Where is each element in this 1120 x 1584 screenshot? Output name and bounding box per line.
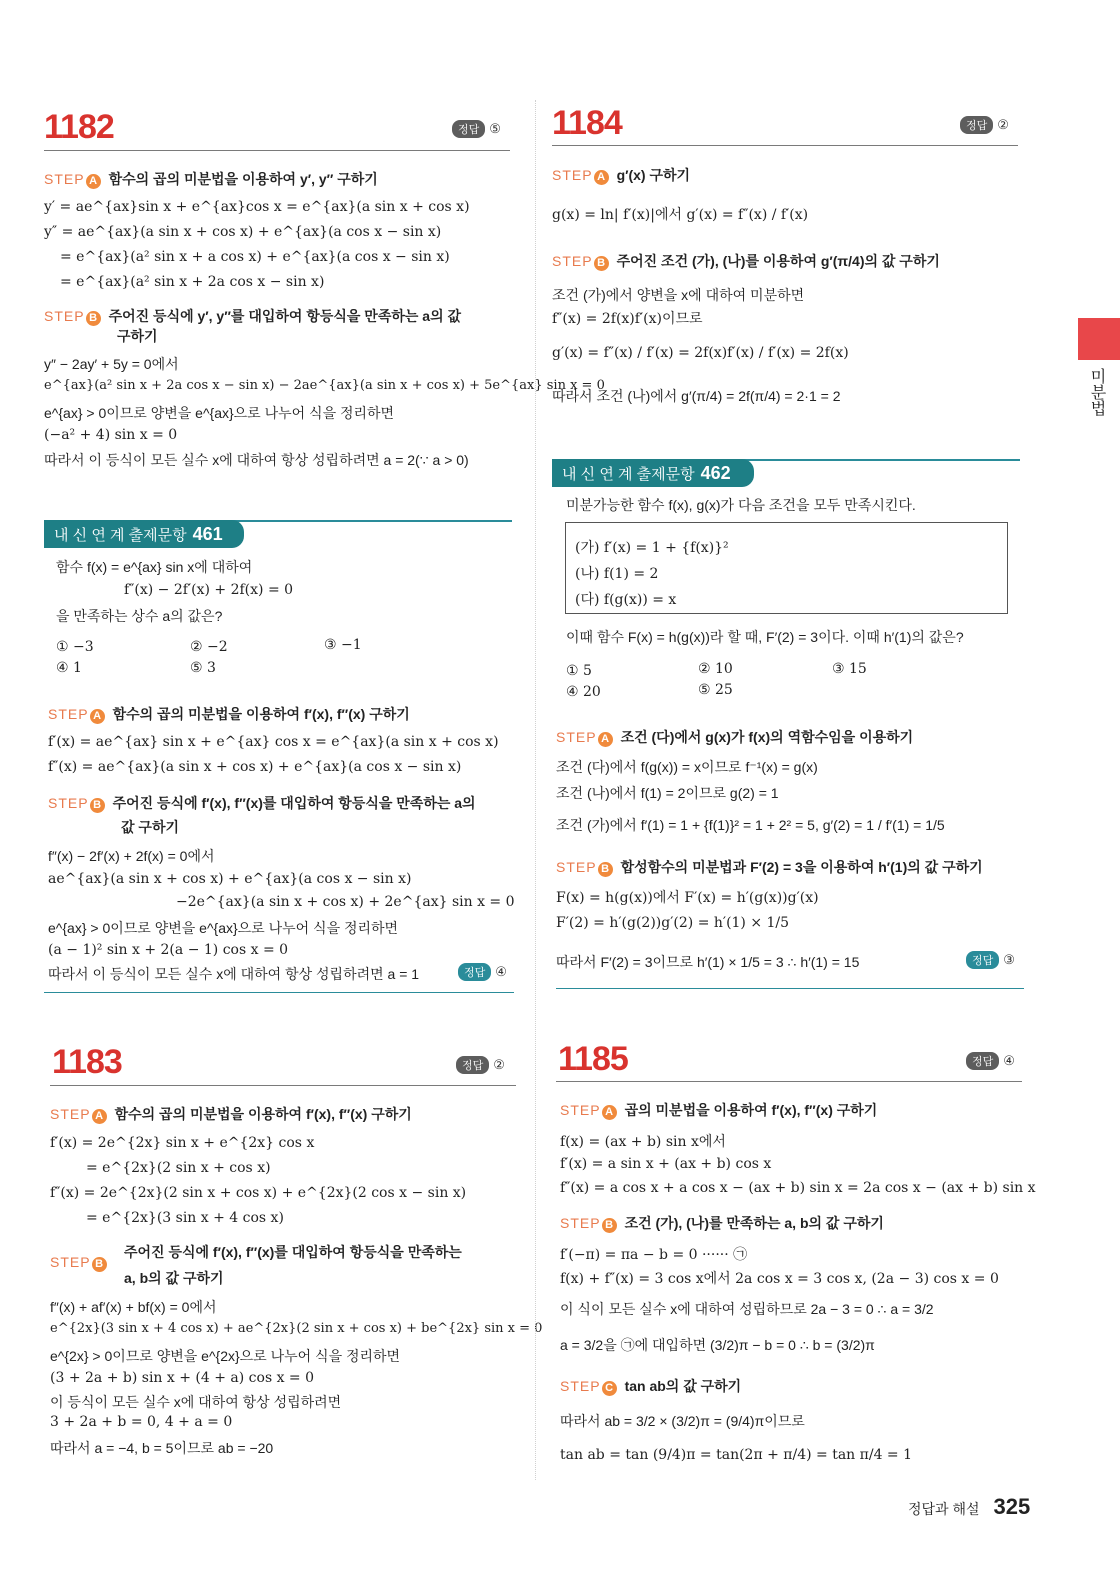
step-b-1184 [552, 251, 940, 271]
solution-line: f″(x) = ae^{ax}(a sin x + cos x) + e^{ax}(a cos x − sin x) [48, 759, 462, 775]
solution-line: −2e^{ax}(a sin x + cos x) + 2e^{ax} sin x = 0 [176, 894, 515, 910]
step-label: STEP [48, 795, 89, 811]
solution-line: a = 3/2을 ㉠에 대입하면 (3/2)π − b = 0 ∴ b = (3/2)π [560, 1337, 875, 1353]
solution-line: 따라서 이 등식이 모든 실수 x에 대하여 항상 성립하려면 a = 2(∵ a > 0) [44, 452, 469, 468]
column-divider [535, 100, 536, 1480]
step-title: a, b의 값 구하기 [124, 1270, 224, 1286]
solution-line: 이 식이 모든 실수 x에 대하여 성립하므로 2a − 3 = 0 ∴ a = 3/2 [560, 1301, 934, 1317]
problem-number-1185: 1185 [558, 1040, 628, 1078]
step-badge: A [90, 709, 105, 724]
step-a-461 [48, 704, 410, 724]
solution-line: f(x) = (ax + b) sin x에서 [560, 1134, 726, 1150]
section-tab [1078, 318, 1120, 360]
banner-label: 내 신 연 계 출제문항 [54, 527, 187, 544]
answer-value: ⑤ [489, 121, 501, 136]
solution-line: f′(x) = a sin x + (ax + b) cos x [560, 1156, 772, 1172]
step-b-1182-cont [117, 326, 158, 346]
step-label: STEP [44, 171, 85, 187]
solution-line: g(x) = ln| f′(x)|에서 g′(x) = f″(x) / f′(x) [552, 207, 809, 223]
solution-line: 이 등식이 모든 실수 x에 대하여 항상 성립하려면 [50, 1394, 342, 1410]
solution-line: ae^{ax}(a sin x + cos x) + e^{ax}(a cos x − sin x) [48, 871, 412, 887]
answer-461 [458, 963, 507, 981]
step-title: 함수의 곱의 미분법을 이용하여 f′(x), f″(x) 구하기 [114, 1106, 412, 1122]
question-line: f″(x) − 2f′(x) + 2f(x) = 0 [124, 582, 294, 598]
solution-line: 따라서 F′(2) = 3이므로 h′(1) × 1/5 = 3 ∴ h′(1) = 15 [556, 954, 860, 970]
answer-value: ④ [1003, 1053, 1015, 1068]
question-line: 을 만족하는 상수 a의 값은? [56, 608, 223, 624]
divider [552, 145, 1018, 146]
step-badge: B [90, 798, 105, 813]
solution-line: e^{2x}(3 sin x + 4 cos x) + ae^{2x}(2 sin x + cos x) + be^{2x} sin x = 0 [50, 1321, 543, 1336]
step-badge: B [92, 1257, 107, 1272]
choice: ① −3 [56, 639, 94, 655]
solution-line: f″(x) = 2e^{2x}(2 sin x + cos x) + e^{2x}(2 cos x − sin x) [50, 1185, 467, 1201]
step-b-1185 [560, 1213, 884, 1233]
step-label: STEP [552, 167, 593, 183]
solution-line: e^{2x} > 0이므로 양변을 e^{2x}으로 나누어 식을 정리하면 [50, 1348, 401, 1364]
answer-1184 [960, 116, 1009, 134]
choice: ③ −1 [324, 637, 362, 653]
divider [556, 1081, 1022, 1082]
problem-number-1184: 1184 [552, 104, 622, 142]
solution-line: F(x) = h(g(x))에서 F′(x) = h′(g(x))g′(x) [556, 890, 819, 906]
step-badge: C [602, 1381, 617, 1396]
step-label: STEP [552, 253, 593, 269]
solution-line: f(x) + f″(x) = 3 cos x에서 2a cos x = 3 cos x, (2a − 3) cos x = 0 [560, 1271, 999, 1287]
step-label: STEP [556, 729, 597, 745]
banner-label: 내 신 연 계 출제문항 [562, 466, 695, 483]
answer-1185 [966, 1052, 1015, 1070]
step-badge: B [602, 1218, 617, 1233]
banner-number: 462 [700, 463, 731, 483]
solution-line: = e^{ax}(a² sin x + 2a cos x − sin x) [60, 274, 325, 290]
solution-line: 따라서 ab = 3/2 × (3/2)π = (9/4)π이므로 [560, 1413, 805, 1429]
solution-line: f′(−π) = πa − b = 0 ······ ㉠ [560, 1247, 748, 1263]
solution-line: F′(2) = h′(g(2))g′(2) = h′(1) × 1/5 [556, 915, 790, 931]
solution-line: f″(x) = 2f(x)f′(x)이므로 [552, 311, 703, 327]
answer-label: 정답 [452, 120, 485, 138]
banner-462 [552, 459, 754, 487]
step-title: 주어진 등식에 f′(x), f″(x)를 대입하여 항등식을 만족하는 [124, 1244, 462, 1260]
answer-1182 [452, 120, 501, 138]
step-b-1183 [50, 1254, 115, 1272]
problem-number-1182: 1182 [44, 108, 114, 146]
step-badge: B [598, 862, 613, 877]
solution-line: f′(x) = 2e^{2x} sin x + e^{2x} cos x [50, 1135, 315, 1151]
footer-label: 정답과 해설 [908, 1501, 980, 1517]
step-title: 곱의 미분법을 이용하여 f′(x), f″(x) 구하기 [624, 1102, 878, 1118]
step-b-1183-title [124, 1242, 462, 1262]
answer-label: 정답 [456, 1056, 489, 1074]
answer-label: 정답 [966, 1052, 999, 1070]
step-b-462 [556, 857, 983, 877]
solution-line: = e^{2x}(3 sin x + 4 cos x) [86, 1210, 284, 1226]
choice: ② 10 [698, 661, 733, 677]
step-title: 함수의 곱의 미분법을 이용하여 y′, y″ 구하기 [108, 171, 378, 187]
condition: (다) f(g(x)) = x [575, 592, 677, 608]
step-badge: A [92, 1109, 107, 1124]
step-title: 값 구하기 [121, 819, 179, 835]
step-label: STEP [560, 1215, 601, 1231]
page-number: 325 [993, 1494, 1031, 1519]
step-title: 구하기 [117, 328, 158, 344]
condition: (가) f′(x) = 1 + {f(x)}² [575, 540, 729, 556]
solution-line: y″ = ae^{ax}(a sin x + cos x) + e^{ax}(a cos x − sin x) [44, 224, 442, 240]
solution-line: f″(x) − 2f′(x) + 2f(x) = 0에서 [48, 848, 215, 864]
choice: ⑤ 25 [698, 682, 733, 698]
answer-value: ② [997, 117, 1009, 132]
step-label: STEP [50, 1106, 91, 1122]
condition: (나) f(1) = 2 [575, 566, 659, 582]
choice: ④ 1 [56, 660, 82, 676]
step-badge: A [602, 1105, 617, 1120]
step-title: 조건 (가), (나)를 만족하는 a, b의 값 구하기 [624, 1215, 884, 1231]
solution-line: 따라서 이 등식이 모든 실수 x에 대하여 항상 성립하려면 a = 1 [48, 966, 420, 982]
answer-value: ② [493, 1057, 505, 1072]
step-badge: A [86, 174, 101, 189]
step-title: 주어진 등식에 f′(x), f″(x)를 대입하여 항등식을 만족하는 a의 [112, 795, 476, 811]
answer-value: ④ [495, 964, 507, 979]
solution-line: g′(x) = f″(x) / f′(x) = 2f(x)f′(x) / f′(x) = 2f(x) [552, 345, 849, 361]
footer [908, 1494, 1030, 1520]
question-line: 미분가능한 함수 f(x), g(x)가 다음 조건을 모두 만족시킨다. [566, 497, 916, 513]
step-title: g′(x) 구하기 [616, 167, 691, 183]
step-badge: A [598, 732, 613, 747]
step-title: 주어진 조건 (가), (나)를 이용하여 g′(π/4)의 값 구하기 [616, 253, 940, 269]
choice: ② −2 [190, 639, 228, 655]
solution-line: e^{ax}(a² sin x + 2a cos x − sin x) − 2ae^{ax}(a sin x + cos x) + 5e^{ax} sin x = 0 [44, 378, 605, 393]
solution-line: 따라서 조건 (나)에서 g′(π/4) = 2f(π/4) = 2·1 = 2 [552, 388, 841, 404]
step-title: 조건 (다)에서 g(x)가 f(x)의 역함수임을 이용하기 [620, 729, 914, 745]
banner-461 [44, 520, 244, 548]
question-line: 이때 함수 F(x) = h(g(x))라 할 때, F′(2) = 3이다. 이때 h′(1)의 값은? [566, 629, 964, 645]
banner-number: 461 [192, 524, 223, 544]
step-label: STEP [44, 308, 85, 324]
step-label: STEP [560, 1378, 601, 1394]
step-a-462 [556, 727, 913, 747]
solution-line: 3 + 2a + b = 0, 4 + a = 0 [50, 1414, 233, 1430]
step-label: STEP [560, 1102, 601, 1118]
divider [44, 150, 510, 151]
answer-label: 정답 [960, 116, 993, 134]
answer-462 [966, 951, 1015, 969]
solution-line: (3 + 2a + b) sin x + (4 + a) cos x = 0 [50, 1370, 315, 1386]
answer-value: ③ [1003, 952, 1015, 967]
solution-line: y′ = ae^{ax}sin x + e^{ax}cos x = e^{ax}(a sin x + cos x) [44, 199, 470, 215]
solution-line: = e^{ax}(a² sin x + a cos x) + e^{ax}(a cos x − sin x) [60, 249, 450, 265]
step-b-1182 [44, 306, 461, 326]
question-line: 함수 f(x) = e^{ax} sin x에 대하여 [56, 559, 253, 575]
solution-line: 조건 (가)에서 양변을 x에 대하여 미분하면 [552, 287, 805, 303]
step-b-461 [48, 793, 476, 813]
step-title: tan ab의 값 구하기 [624, 1378, 742, 1394]
answer-label: 정답 [458, 963, 491, 981]
solution-line: e^{ax} > 0이므로 양변을 e^{ax}으로 나누어 식을 정리하면 [48, 920, 399, 936]
problem-number-1183: 1183 [52, 1043, 122, 1081]
step-badge: A [594, 170, 609, 185]
solution-line: 조건 (다)에서 f(g(x)) = x이므로 f⁻¹(x) = g(x) [556, 759, 818, 775]
choice: ⑤ 3 [190, 660, 216, 676]
solution-line: = e^{2x}(2 sin x + cos x) [86, 1160, 271, 1176]
step-label: STEP [50, 1254, 91, 1270]
step-a-1183 [50, 1104, 412, 1124]
solution-line: 따라서 a = −4, b = 5이므로 ab = −20 [50, 1440, 274, 1456]
step-title: 함수의 곱의 미분법을 이용하여 f′(x), f″(x) 구하기 [112, 706, 410, 722]
solution-line: f″(x) = a cos x + a cos x − (ax + b) sin x = 2a cos x − (ax + b) sin x [560, 1180, 1036, 1196]
side-tab-label: 미분법 [1088, 368, 1105, 416]
step-a-1182 [44, 169, 378, 189]
solution-line: f′(x) = ae^{ax} sin x + e^{ax} cos x = e^{ax}(a sin x + cos x) [48, 734, 499, 750]
choice: ④ 20 [566, 684, 601, 700]
solution-line: 조건 (나)에서 f(1) = 2이므로 g(2) = 1 [556, 785, 779, 801]
divider [50, 1085, 516, 1086]
solution-line: y″ − 2ay′ + 5y = 0에서 [44, 356, 179, 372]
step-title: 주어진 등식에 y′, y″를 대입하여 항등식을 만족하는 a의 값 [108, 308, 462, 324]
solution-line: tan ab = tan (9/4)π = tan(2π + π/4) = tan π/4 = 1 [560, 1447, 913, 1463]
solution-line: f″(x) + af′(x) + bf(x) = 0에서 [50, 1299, 217, 1315]
section-end-rule [44, 992, 514, 993]
step-badge: B [594, 256, 609, 271]
step-a-1185 [560, 1100, 877, 1120]
step-title: 합성함수의 미분법과 F′(2) = 3을 이용하여 h′(1)의 값 구하기 [620, 859, 983, 875]
solution-line: (−a² + 4) sin x = 0 [44, 427, 178, 443]
step-label: STEP [556, 859, 597, 875]
solution-line: (a − 1)² sin x + 2(a − 1) cos x = 0 [48, 942, 289, 958]
step-badge: B [86, 311, 101, 326]
solution-line: e^{ax} > 0이므로 양변을 e^{ax}으로 나누어 식을 정리하면 [44, 405, 395, 421]
section-end-rule [556, 988, 1024, 989]
step-a-1184 [552, 165, 690, 185]
step-b-1183-cont [124, 1268, 224, 1288]
answer-label: 정답 [966, 951, 999, 969]
step-b-461-cont [121, 817, 179, 837]
choice: ③ 15 [832, 661, 867, 677]
step-label: STEP [48, 706, 89, 722]
choice: ① 5 [566, 663, 592, 679]
answer-1183 [456, 1056, 505, 1074]
solution-line: 조건 (가)에서 f′(1) = 1 + {f(1)}² = 1 + 2² = 5, g′(2) = 1 / f′(1) = 1/5 [556, 817, 945, 833]
step-c-1185 [560, 1376, 741, 1396]
